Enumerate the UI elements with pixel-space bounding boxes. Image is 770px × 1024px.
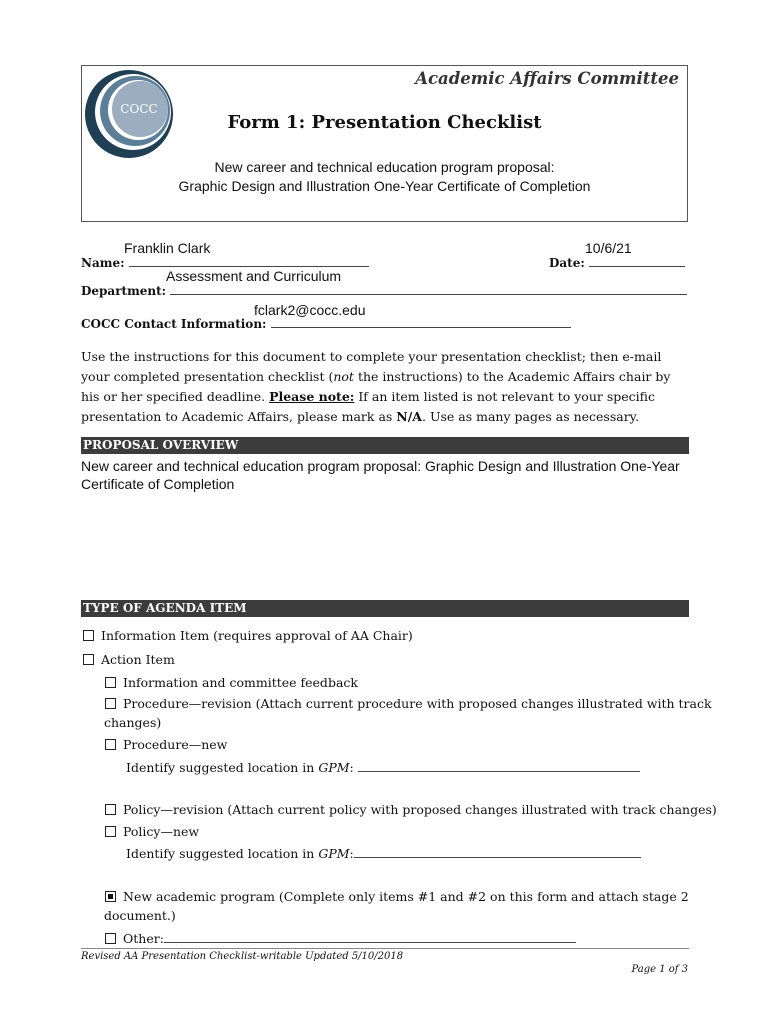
procedure-location-row — [126, 759, 640, 777]
header-subtitle — [82, 158, 687, 196]
action-item-label: Action Item — [101, 652, 175, 667]
department-label: Department: — [81, 284, 167, 298]
procedure-location-colon: : — [349, 760, 354, 775]
procedure-new-checkbox[interactable] — [105, 739, 116, 750]
date-label-row — [549, 254, 685, 270]
agenda-type-heading: TYPE OF AGENDA ITEM — [81, 600, 689, 617]
name-label: Name: — [81, 256, 125, 270]
logo-text: COCC — [120, 102, 158, 116]
date-underline — [589, 254, 685, 267]
information-item-label: Information Item (requires approval of AA Chair) — [101, 628, 413, 643]
name-field[interactable]: Franklin Clark — [124, 240, 211, 256]
department-label-row — [81, 282, 687, 298]
form-title: Form 1: Presentation Checklist — [227, 112, 542, 133]
policy-location-field[interactable] — [354, 845, 641, 858]
instructions-not: not — [333, 369, 354, 384]
policy-location-gpm: GPM — [318, 846, 350, 861]
department-underline — [170, 282, 687, 295]
info-feedback-label: Information and committee feedback — [123, 675, 358, 690]
instructions-text-4: . Use as many pages as necessary. — [422, 409, 640, 424]
page-number: Page 1 of 3 — [631, 964, 688, 975]
footer-revision: Revised AA Presentation Checklist-writable Updated 5/10/2018 — [81, 951, 404, 962]
contact-label-row — [81, 315, 571, 331]
policy-new-label: Policy—new — [123, 824, 200, 839]
new-program-cont: document.) — [104, 908, 176, 923]
other-label: Other: — [123, 931, 164, 946]
procedure-revision-label: Procedure—revision (Attach current procedure with proposed changes illustrated with track — [123, 696, 712, 711]
contact-field[interactable]: fclark2@cocc.edu — [254, 302, 366, 318]
header-box — [81, 65, 688, 222]
info-feedback-row — [105, 674, 358, 692]
contact-underline — [271, 315, 571, 328]
new-program-label: New academic program (Complete only items #1 and #2 on this form and attach stage 2 — [123, 889, 689, 904]
policy-revision-row — [105, 801, 717, 819]
procedure-revision-checkbox[interactable] — [105, 698, 116, 709]
policy-location-label: Identify suggested location in — [126, 846, 319, 861]
date-field[interactable]: 10/6/21 — [585, 240, 632, 256]
procedure-new-row — [105, 736, 227, 754]
procedure-location-gpm: GPM — [318, 760, 350, 775]
committee-name: Academic Affairs Committee — [415, 69, 679, 88]
proposal-overview-heading: PROPOSAL OVERVIEW — [81, 437, 689, 454]
procedure-location-field[interactable] — [358, 759, 640, 772]
information-item-checkbox[interactable] — [83, 630, 94, 641]
procedure-location-label: Identify suggested location in — [126, 760, 319, 775]
action-item-checkbox[interactable] — [83, 654, 94, 665]
department-field[interactable]: Assessment and Curriculum — [166, 268, 342, 284]
other-field[interactable] — [164, 930, 576, 943]
policy-location-row — [126, 845, 641, 863]
procedure-revision-cont: changes) — [104, 715, 162, 730]
policy-new-row — [105, 823, 199, 841]
info-feedback-checkbox[interactable] — [105, 677, 116, 688]
instructions-paragraph — [81, 347, 681, 427]
instructions-please-note: Please note: — [269, 389, 355, 404]
procedure-new-label: Procedure—new — [123, 737, 228, 752]
proposal-overview-text[interactable]: New career and technical education program proposal: Graphic Design and Illustration One-Year Certificate of Completion — [81, 458, 680, 492]
subtitle-line-2: Graphic Design and Illustration One-Year Certificate of Completion — [178, 178, 591, 194]
date-label: Date: — [549, 256, 585, 270]
instructions-text-1: Use the instructions for this document to complete your presentation checklist; then e-mail your completed presentation checklist ( — [81, 349, 662, 384]
other-row — [105, 930, 576, 948]
policy-new-checkbox[interactable] — [105, 826, 116, 837]
new-program-row — [105, 888, 689, 906]
instructions-na: N/A — [396, 409, 422, 424]
contact-label: COCC Contact Information: — [81, 317, 267, 331]
instructions-text-3: If an item listed is not relevant to your specific presentation to Academic Affairs, please mark as — [81, 389, 655, 424]
other-checkbox[interactable] — [105, 933, 116, 944]
policy-revision-label: Policy—revision (Attach current policy with proposed changes illustrated with track changes) — [123, 802, 717, 817]
policy-location-colon: : — [349, 846, 354, 861]
instructions-text-2: the instructions) to the Academic Affairs chair by his or her specified deadline. — [81, 369, 671, 404]
name-underline — [129, 254, 369, 267]
new-program-checkbox[interactable] — [105, 891, 116, 902]
procedure-revision-row — [105, 695, 712, 713]
footer-divider — [81, 948, 689, 949]
action-item-row — [83, 651, 175, 669]
subtitle-line-1: New career and technical education program proposal: — [214, 159, 555, 175]
information-item-row — [83, 627, 413, 645]
policy-revision-checkbox[interactable] — [105, 804, 116, 815]
